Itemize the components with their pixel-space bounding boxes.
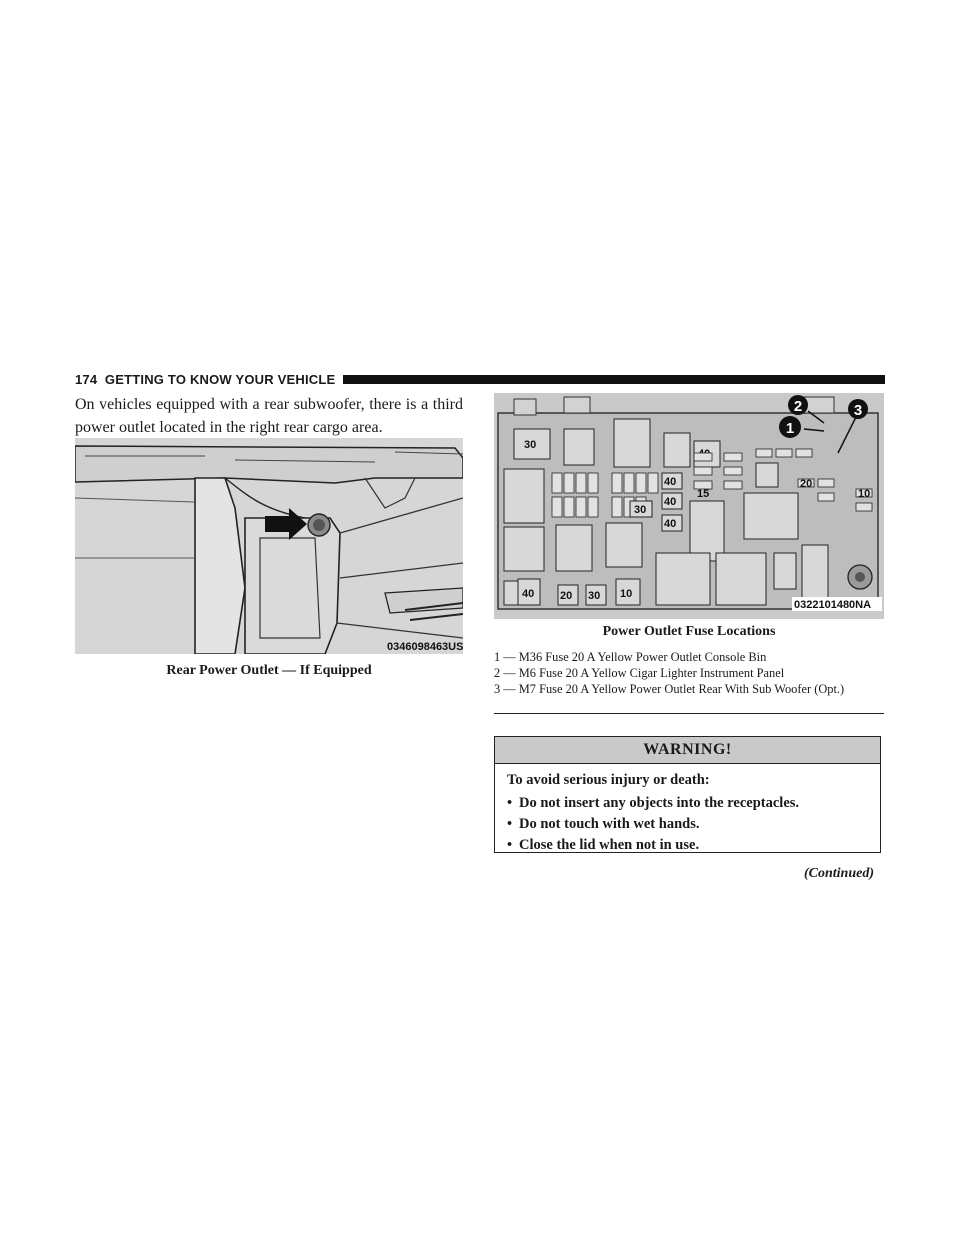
warning-box xyxy=(494,736,881,853)
fuse-label-30c: 30 xyxy=(588,590,601,602)
fuse-label-40c: 40 xyxy=(664,496,677,508)
fuse-label-10b: 10 xyxy=(620,588,633,600)
rear-power-outlet-illustration xyxy=(75,438,463,654)
callout-1-label: 1 xyxy=(785,420,795,437)
header-text xyxy=(75,372,335,387)
fuse-label-30a: 30 xyxy=(524,439,537,451)
continued-note: (Continued) xyxy=(803,866,874,881)
figure-right-caption: Power Outlet Fuse Locations xyxy=(602,624,776,639)
bullet: • xyxy=(507,837,513,853)
fuse-label-15: 15 xyxy=(697,488,710,500)
intro-paragraph: On vehicles equipped with a rear subwoofer, there is a third power outlet located in the right rear cargo area. xyxy=(75,396,463,436)
warning-item xyxy=(507,793,870,814)
section-title: GETTING TO KNOW YOUR VEHICLE xyxy=(104,371,336,387)
legend-rule xyxy=(494,713,884,714)
warning-title: WARNING! xyxy=(495,737,880,764)
figure-left-code: 0346098463US xyxy=(387,641,463,653)
fuse-label-10a: 10 xyxy=(858,488,871,500)
bullet: • xyxy=(507,795,513,811)
fuse-label-20: 20 xyxy=(800,478,813,490)
fuse-label-40b: 40 xyxy=(664,476,677,488)
page-number: 174 xyxy=(75,371,98,387)
warning-body xyxy=(495,764,880,856)
warning-item-text: Do not touch with wet hands. xyxy=(519,816,700,832)
fuse-label-20b: 20 xyxy=(560,590,573,602)
callout-2-label: 2 xyxy=(793,398,803,415)
warning-intro: To avoid serious injury or death: xyxy=(507,772,710,788)
warning-list xyxy=(507,793,870,856)
warning-item xyxy=(507,835,870,856)
header-rule xyxy=(343,375,885,384)
legend-item: 3 — M7 Fuse 20 A Yellow Power Outlet Rear With Sub Woofer (Opt.) xyxy=(494,682,845,696)
warning-item-text: Do not insert any objects into the receptacles. xyxy=(519,795,800,811)
page-header xyxy=(75,370,885,388)
fuse-legend xyxy=(494,649,884,697)
figure-left-caption: Rear Power Outlet — If Equipped xyxy=(166,663,372,678)
figure-right-code: 0322101480NA xyxy=(794,599,872,611)
fuse-label-40e: 40 xyxy=(522,588,535,600)
warning-item xyxy=(507,814,870,835)
fuse-box-illustration xyxy=(494,393,884,619)
bullet: • xyxy=(507,816,513,832)
legend-item: 2 — M6 Fuse 20 A Yellow Cigar Lighter Instrument Panel xyxy=(494,666,785,680)
callout-3-label: 3 xyxy=(853,402,863,419)
fuse-label-40d: 40 xyxy=(664,518,677,530)
fuse-label-30b: 30 xyxy=(634,504,647,516)
legend-item: 1 — M36 Fuse 20 A Yellow Power Outlet Console Bin xyxy=(494,650,767,664)
warning-item-text: Close the lid when not in use. xyxy=(519,837,700,853)
